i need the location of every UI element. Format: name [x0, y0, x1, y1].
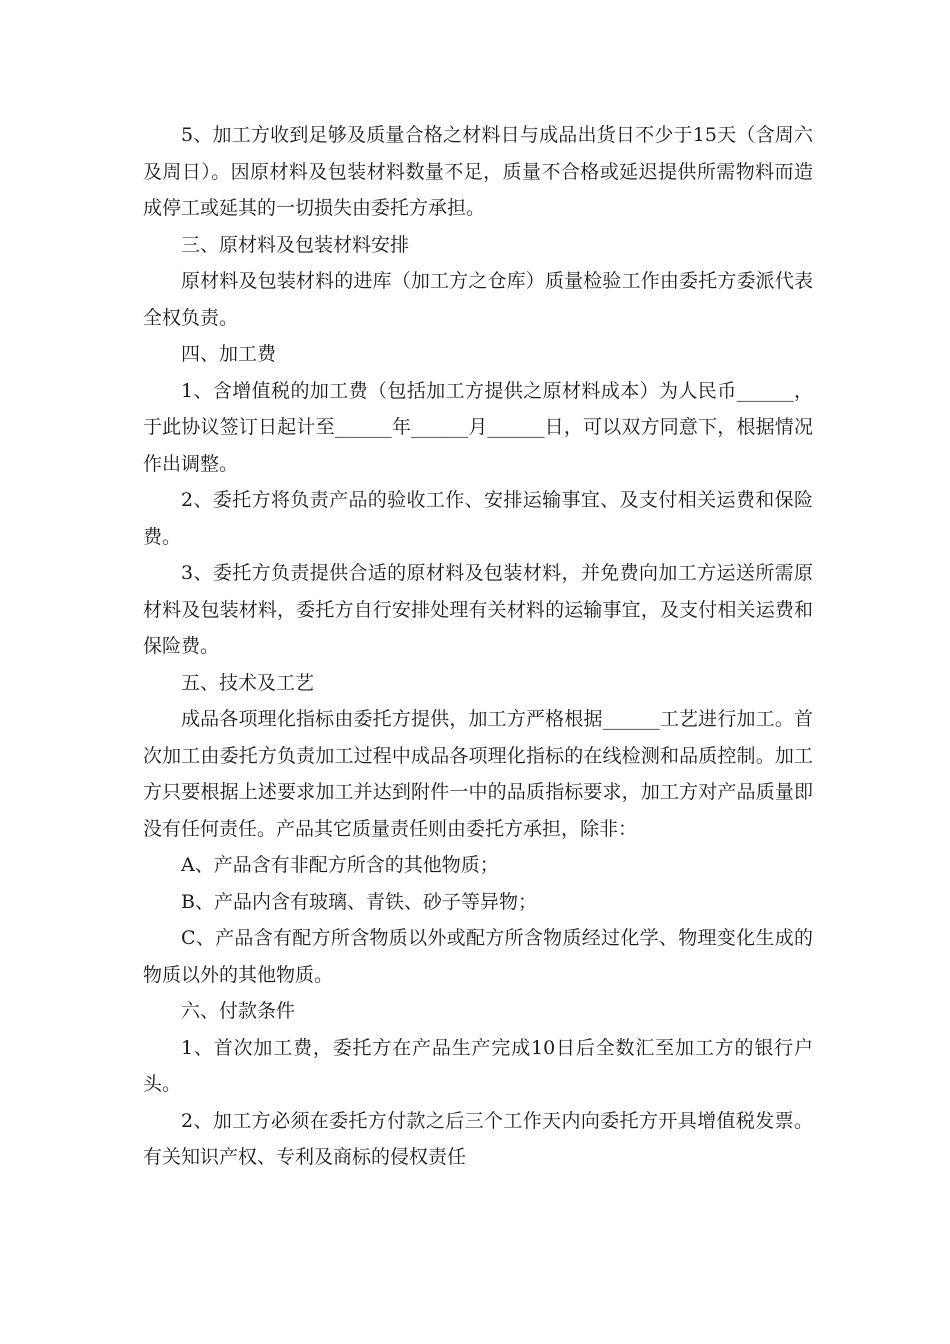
fee-clause-2: 2、委托方将负责产品的验收工作、安排运输事宜、及支付相关运费和保险费。 [143, 489, 813, 548]
materials-inspection-paragraph: 原材料及包装材料的进库（加工方之仓库）质量检验工作由委托方委派代表全权负责。 [143, 270, 813, 329]
fee-clause-1: 1、含增值税的加工费（包括加工方提供之原材料成本）为人民币______，于此协议签订日起计至______年______月______日，可以双方同意下，根据情况作出调整。 [143, 379, 813, 475]
section-heading-materials: 三、原材料及包装材料安排 [181, 233, 410, 256]
payment-clause-2: 2、加工方必须在委托方付款之后三个工作天内向委托方开具增值税发票。有关知识产权、专利及商标的侵权责任 [143, 1109, 813, 1168]
exception-item-a: A、产品含有非配方所含的其他物质； [181, 854, 499, 876]
section-heading-payment: 六、付款条件 [181, 1000, 296, 1022]
section-heading-processing-fee: 四、加工费 [181, 343, 277, 365]
clause-5-delivery-period: 5、加工方收到足够及质量合格之材料日与成品出货日不少于15天（含周六及周日）。因原材料及包装材料数量不足，质量不合格或延迟提供所需物料而造成停工或延其的一切损失由委托方承担。 [143, 124, 813, 219]
document-body [143, 117, 813, 1176]
fee-clause-3: 3、委托方负责提供合适的原材料及包装材料，并免费向加工方运送所需原材料及包装材料，委托方自行安排处理有关材料的运输事宜，及支付相关运费和保险费。 [143, 562, 813, 657]
payment-clause-1: 1、首次加工费，委托方在产品生产完成10日后全数汇至加工方的银行户头。 [143, 1036, 813, 1095]
technology-paragraph: 成品各项理化指标由委托方提供，加工方严格根据______工艺进行加工。首次加工由委托方负责加工过程中成品各项理化指标的在线检测和品质控制。加工方只要根据上述要求加工并达到附件一中的品质指标要求，加工方对产品质量即没有任何责任。产品其它质量责任则由委托方承担，除非： [143, 708, 813, 840]
section-heading-technology: 五、技术及工艺 [181, 671, 315, 694]
exception-item-b: B、产品内含有玻璃、青铁、砂子等异物； [181, 890, 537, 913]
exception-item-c: C、产品含有配方所含物质以外或配方所含物质经过化学、物理变化生成的物质以外的其他物质。 [143, 927, 813, 986]
